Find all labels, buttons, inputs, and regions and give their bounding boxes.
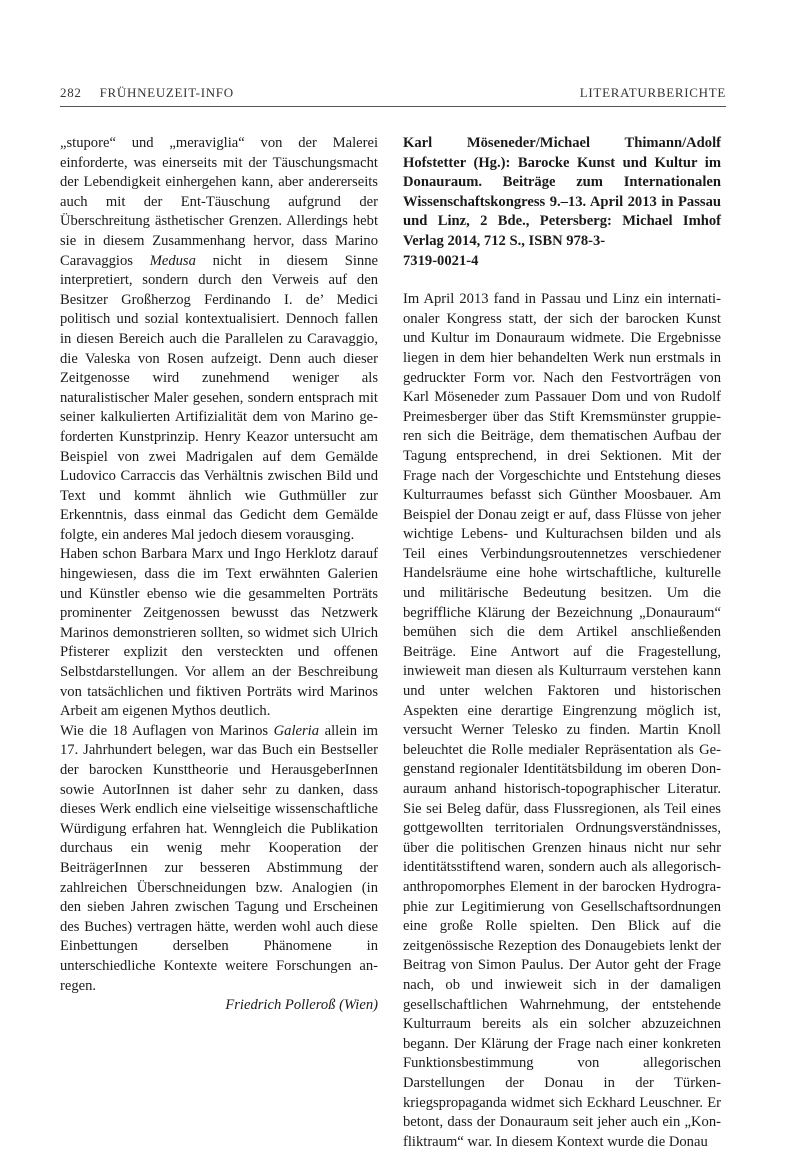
section-title: LITERATURBERICHTE [579, 85, 726, 100]
paragraph-2: Haben schon Barbara Marx und Ingo Herklotz darauf hingewiesen, dass die im Text erwähnten Galerien und Künstler ebenso wie die gesammelten Porträts prominenter Zeitgenossen bewusst das Netzwerk Marinos demonstrieren sollten, so widmet sich Ulrich Pfisterer explizit den versteckten und offenen Selbstdarstellungen. Vor allem an der Beschreibung von tatsächlichen und fiktiven Porträts wird Marinos Arbeit am eigenen Mythos deutlich. [60, 546, 378, 720]
page-number: 282 [60, 85, 82, 100]
book-reference-text: Karl Möseneder/Michael Thimann/Adolf Hofstetter (Hg.): Barocke Kunst und Kultur im Donauraum. Beiträge zum Internationalen Wissenschaftskongress 9.–13. April 2013 in Passau und Linz, 2 Bde., Petersberg: Michael Imhof Verlag 2014, 712 S., ISBN 978-3- [403, 135, 721, 249]
book-reference [403, 134, 721, 271]
paragraph-1-text-b: nicht in diesem Sinne interpretiert, sondern durch den Verweis auf den Besitzer Großherzog Ferdinando I. de’ Medici politisch und sozial kontextualisiert. Dennoch fallen in diesen Bereich auch die Parallelen zu Caravaggio, die Valeska von Rosen aufzeigt. Denn auch dieser Zeitgenosse wird zunehmend weniger als naturalistischer Maler gesehen, sondern entsprach mit seiner kalkulierten Artifizialität dem von Marino geforderten Kunstprinzip. Henry Keazor untersucht am Beispiel von zwei Madrigalen auf dem Gemälde Ludovico Carraccis das Verhältnis zwischen Bild und Text und kommt ähnlich wie Guthmüller zur Erkenntnis, dass einmal das Gedicht dem Gemälde folgte, ein anderes Mal jedoch diesem vorausging. [60, 252, 378, 543]
right-column [403, 134, 721, 1152]
book-reference-isbn-end: 7319-0021-4 [403, 252, 479, 269]
header-rule [60, 106, 726, 107]
paragraph-3-text-a: Wie die 18 Auflagen von Marinos [60, 722, 274, 739]
author-signature: Friedrich Polleroß (Wien) [225, 997, 378, 1014]
running-header [60, 82, 726, 106]
paragraph-3-text-b: allein im 17. Jahrhundert belegen, war das Buch ein Bestseller der barocken Kunsttheorie und HerausgeberInnen sowie AutorInnen ist daher sehr zu danken, dass dieses Werk endlich eine vielseitige wissenschaftliche Würdigung erfahren hat. Wenngleich die Publikation durchaus ein wenig mehr Kooperation der BeiträgerInnen zur besseren Abstimmung der zahlreichen Überschneidungen bzw. Analogien (in den sieben Jahren zwischen Tagung und Erscheinen des Buches) vertragen hätte, werden wohl auch diese Einbettungen derselben Phänomene in unterschiedliche Kontexte weitere Forschungen anregen. [60, 722, 379, 994]
paragraph-3-italic: Galeria [273, 722, 320, 739]
journal-title: FRÜHNEUZEIT-INFO [99, 85, 234, 100]
paragraph-1 [60, 134, 378, 545]
paragraph-1-text-a: „stupore“ und „meraviglia“ von der Malerei einforderte, was einerseits mit der Täuschungsmacht der Lebendigkeit einhergehen kann, aber andererseits auch mit der Ent-Täuschung aufgrund der Überschreitung ästhetischer Grenzen. Allerdings hebt sie in diesem Zusammenhang hervor, dass Marino Caravaggios [60, 135, 378, 269]
left-column [60, 134, 378, 1016]
header-left [60, 85, 234, 101]
review-body: Im April 2013 fand in Passau und Linz ein internationaler Kongress statt, der sich der barocken Kunst und Kultur im Donauraum widmete. Die Ergebnisse liegen in dem hier behandelten Werk nun erstmals in gedruckter Form vor. Nach den Festvorträgen von Karl Möseneder zum Passauer Dom und von Rudolf Preimesberger über das Stift Kremsmünster gruppieren sich die Beiträge, dem thematischen Aufbau der Tagung entsprechend, in drei Sektionen. Mit der Frage nach der Vorgeschichte und Entstehung dieses Kulturraumes befasst sich Günther Moosbauer. Am Beispiel der Donau zeigt er auf, dass Flüsse von jeher wichtige Lebens- und Kulturachsen bilden und als Teil eines Verbindungsroutennetzes verschiedener Handelsräume eine hohe wirtschaftliche, kulturelle und militärische Bedeutung besitzen. Um die begriffliche Klärung der Bezeichnung „Donauraum“ bemühen sich die dem Artikel anschließenden Beiträge. Eine Antwort auf die Fragestellung, inwieweit man diesen als Kulturraum verstehen kann und unter welchen Faktoren und historischen Aspekten eine derartige Eingrenzung möglich ist, versucht Werner Telesko zu finden. Martin Knoll beleuchtet die Rolle medialer Repräsentation als Gegenstand regionaler Identitätsbildung im oberen Donauraum anhand historisch-topographischer Literatur. Sie sei Beleg dafür, dass Flussregionen, als Teil eines gottgewollten territorialen Ordnungsverständnisses, über die politischen Grenzen hinaus nicht nur sehr identitätsstiftend waren, sondern auch als allegorisch-anthropomorphes Element in der barocken Hydrographie zur Legitimierung von Gesellschaftsordnungen eine große Rolle spielten. Den Blick auf die zeitgenössische Rezeption des Donaugebiets lenkt der Beitrag von Simon Paulus. Der Autor geht der Frage nach, ob und inwieweit sich in der damaligen gesellschaftlichen Wahrnehmung, der entstehende Kulturraum bereits als ein solcher abzuzeichnen begann. Der Klärung der Frage nach einer konkreten Funktionsbestimmung von allegorischen Darstellungen der Donau in der Türkenkriegspropaganda widmet sich Eckhard Leuschner. Er betont, dass der Donauraum seit jeher auch ein „Konfliktraum“ war. In diesem Kontext wurde die Donau [403, 291, 721, 1150]
paragraph-3 [60, 722, 378, 996]
paragraph-1-italic: Medusa [149, 252, 196, 269]
